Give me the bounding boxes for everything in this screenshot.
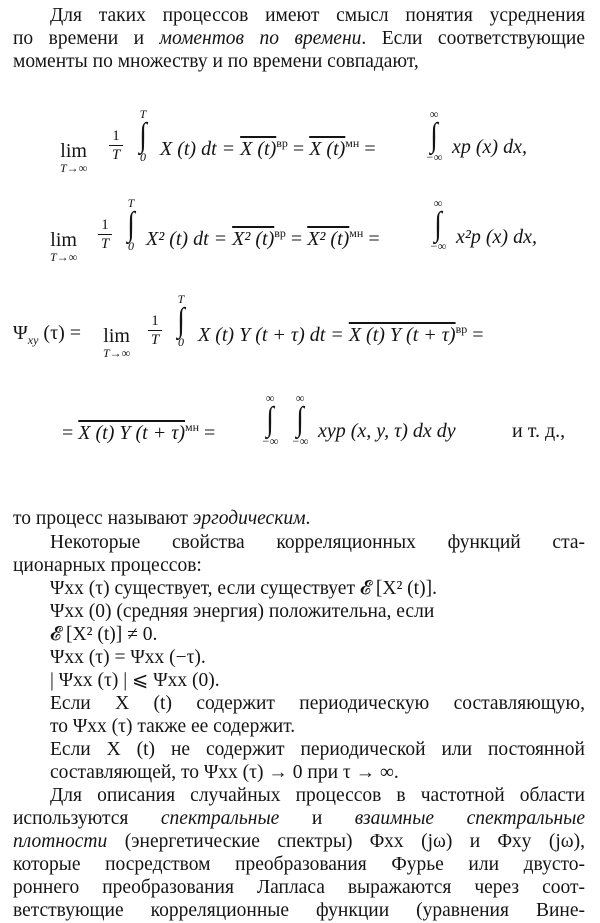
prop-3: Ψxx (τ) = Ψxx (−τ). [50, 647, 206, 668]
eq3-limit: lim T→∞ [103, 325, 131, 360]
final-line-1: Для описания случайных процессов в частотной области [50, 785, 585, 806]
props-head-1: Некоторые свойства корреляционных функций ста- [50, 532, 585, 553]
eq4-integral-1: ∞ ∫ −∞ [261, 391, 279, 448]
eq1-fraction: 1 T [109, 128, 123, 163]
eq4-lead: = X (t) Y $(t + \tau)^{мн}$ = [62, 420, 216, 444]
prop-2a: Ψxx (0) (средняя энергия) положительна, если [50, 601, 435, 622]
eq1-rhs: xp (x) dx, [452, 136, 527, 158]
eq3-fraction: 1 T [148, 313, 162, 348]
prop-6a: Если X (t) не содержит периодической или постоянной [50, 739, 585, 760]
final-line-2: используются спектральные и взаимные спектральные [13, 808, 585, 829]
prop-6b: составляющей, то Ψxx (τ) → 0 при τ → ∞. [50, 762, 399, 783]
eq1-integral-right: ∞ ∫ −∞ [425, 107, 443, 164]
prop-1: Ψxx (τ) существует, если существует 𝓔 [X² (t)]. [50, 578, 437, 599]
eq2-limit: lim T→∞ [50, 229, 78, 264]
eq3-body: X (t) Y (t + τ) dt = X (t) Y $(t + \tau)^{вр}$ = [198, 322, 484, 346]
prop-5a: Если X (t) содержит периодическую составляющую, [50, 693, 585, 714]
prop-5b: то Ψxx (τ) также ее содержит. [50, 716, 296, 737]
eq2-fraction: 1 T [98, 217, 112, 252]
final-line-5: роннего преобразования Лапласа выражаются через соот- [13, 877, 585, 898]
eq4-body: xyp (x, y, τ) dx dy [318, 420, 456, 442]
eq3-integral: T ∫ 0 [177, 292, 185, 349]
intro-line-3: моменты по множеству и по времени совпадают, [13, 51, 419, 72]
eq3-psi: $\Psi_{xy}$ (τ) = [13, 322, 82, 347]
eq2-rhs: x²p (x) dx, [456, 226, 537, 248]
eq4-tail: и т. д., [512, 420, 566, 442]
eq2-integral: T ∫ 0 [127, 196, 135, 253]
prop-2b: 𝓔 [X² (t)] ≠ 0. [50, 624, 158, 645]
intro-line-2: по времени и моментов по времени. Если соответствующие [13, 28, 585, 49]
props-head-2: ционарных процессов: [13, 555, 202, 576]
eq1-integral: T ∫ 0 [139, 107, 147, 164]
eq1-limit: lim T→∞ [60, 140, 88, 175]
intro-line-1: Для таких процессов имеют смысл понятия усреднения [50, 5, 585, 26]
eq2-integral-right: ∞ ∫ −∞ [429, 196, 447, 253]
final-line-6: ветствующие корреляционные функции (уравнения Вине- [13, 900, 585, 921]
final-line-4: которые посредством преобразования Фурье или двусто- [13, 854, 585, 875]
final-line-3: плотности (энергетические спектры) Φxx (jω) и Φxy (jω), [13, 831, 585, 852]
prop-4: | Ψxx (τ) | ⩽ Ψxx (0). [50, 670, 220, 691]
eq2-body: X² (t) dt = X² $(t)^{вр} = X^2$ $(t)^{мн}$ = [146, 226, 380, 250]
eq4-integral-2: ∞ ∫ −∞ [291, 391, 309, 448]
ergodic-line: то процесс называют эргодическим. [13, 508, 311, 529]
eq1-body: X (t) dt = X $(t)^{вр} = X$ $(t)^{мн}$ = [160, 136, 376, 160]
